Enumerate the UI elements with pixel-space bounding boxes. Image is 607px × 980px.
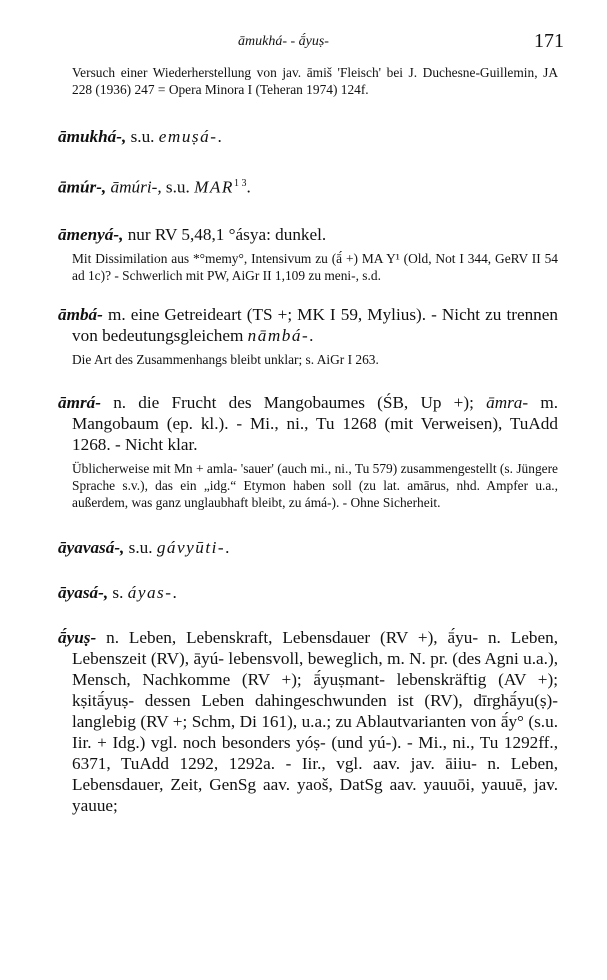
variant-form: āmra- [486,392,529,412]
entry-ayavasa [58,537,558,558]
entry-amur [58,173,558,198]
entry-note: Üblicherweise mit Mn + amla- 'sauer' (auch mi., ni., Tu 579) zusammengestellt (s. Jüngere Sprache s.v.), das ein „idg.“ Etymon haben soll (zu lat. amārus, nhd. Ampfer u.a., außerdem, was ganz unglaubhaft bleibt, zu ámá-). - Ohne Sicherheit. [72,460,558,510]
dictionary-page [58,28,564,816]
entry-text: nur RV 5,48,1 °ásya: dunkel. [123,224,327,244]
cross-reference: gávyūti- [156,537,226,557]
entry-text: n. die Frucht des Mangobaumes (ŚB, Up +); [100,392,487,412]
page-header [58,28,564,58]
variant-form: āmúri-, [110,177,162,197]
entry-text: s.u. [124,537,157,557]
headword: āmukhá-, [58,127,127,146]
entry-amra [58,392,558,511]
entry-note: Die Art des Zusammenhangs bleibt unklar; s. AiGr I 263. [72,351,379,367]
top-note: Versuch einer Wiederherstellung von jav. āmiš 'Fleisch' bei J. Duchesne-Guillemin, JA 228 (1936) 247 = Opera Minora I (Teheran 1974) 124f. [72,65,558,97]
cross-reference: MAR [194,177,234,197]
cross-reference: áyas- [127,582,173,602]
entry-text: . [217,127,222,146]
superscript: 1 3 [233,178,247,189]
headword: āmbá- [58,304,103,324]
cross-reference: emuṣá- [158,127,218,146]
headword: āmúr-, [58,177,107,197]
headword: āyasá-, [58,582,109,602]
entry-amenya [58,224,558,284]
entry-text: m. eine Getreideart (TS +; MK I 59, Mylius). - Nicht zu trennen von bedeutungsgleichem [72,304,558,345]
headword: āyavasá-, [58,537,125,557]
entry-text: s. [108,582,128,602]
entry-text: . [225,537,230,557]
headword: ā́yuṣ- [58,627,97,647]
entry-ayus [58,627,558,816]
entry-text: m. Mangobaum (ep. kl.). - Mi., ni., Tu 1268 (mit Verweisen), TuAdd 1268. - Nicht klar. [72,392,558,454]
entry-note: Mit Dissimilation aus *°memy°, Intensivum zu (ā́ +) MA Y¹ (Old, Not I 344, GeRV II 54 ad 1c)? - Schwerlich mit PW, AiGr II 1,109 zu meni-, s.d. [72,250,558,283]
entry-text: . [172,582,177,602]
entry-ayasa [58,582,558,603]
page-number: 171 [534,30,564,52]
entry-amukha [58,126,558,147]
entry-text: n. Leben, Lebenskraft, Lebensdauer (RV +), ā́yu- n. Leben, Lebenszeit (RV), āyú- lebensvoll, beweglich, m. N. pr. (des Agni u.a.), Mensch, Nachkomme (RV +); ā́yuṣmant- lebenskräftig (AV +); kṣitā́yuṣ- dessen Leben dahingeschwunden ist (RV), dīrghā́yu(ṣ)- langlebig (RV +; Schm, Di 161), u.a.; zu Ablautvarianten von ā́y° (s.u. Iir. + Idg.) vgl. noch besonders yóṣ- (und yú-). - Mi., ni., Tu 1292ff., 6371, TuAdd 1292, 1292a. - Iir., vgl. aav. jav. āiiu- n. Leben, Lebensdauer, Zeit, GenSg aav. yaoš, DatSg aav. yauuōi, yauuē, jav. yauue; [72,627,558,815]
headword: āmrá- [58,392,101,412]
entry-amba [58,304,558,368]
entry-text: . [246,177,251,197]
entry-text: s.u. [161,177,195,197]
entry-text: s.u. [126,127,159,146]
cross-reference: nāmbá- [247,325,310,345]
headword: āmenyá-, [58,224,124,244]
entry-text: . [309,325,314,345]
running-title: āmukhá- - ā́yuṣ- [238,34,329,49]
